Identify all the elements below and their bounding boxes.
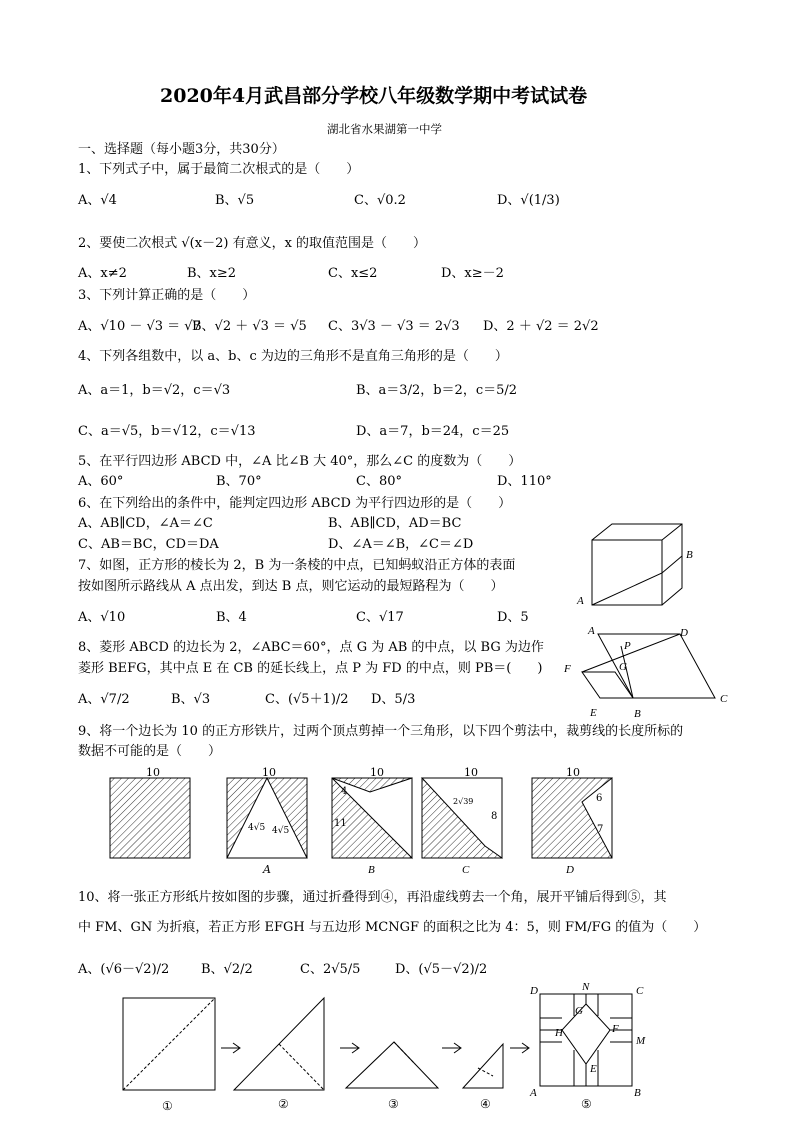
step-label-4: ④ (480, 1097, 491, 1111)
q6-option-a: A、AB∥CD，∠A＝∠C (78, 516, 213, 531)
label-p: P (624, 640, 631, 652)
cube-label-a: A (577, 595, 584, 607)
label-d: D (680, 627, 688, 639)
page-title: 2020年4月武昌部分学校八年级数学期中考试试卷 (160, 85, 588, 107)
q5-option-b: B、70° (216, 474, 262, 489)
fold-label-a: A (530, 1087, 537, 1099)
q3-stem: 3、下列计算正确的是（ ） (78, 288, 256, 303)
caption-a: A (263, 863, 271, 876)
step4-triangle (463, 1044, 503, 1088)
fold-label-d: D (530, 985, 538, 997)
step-label-5: ⑤ (581, 1097, 592, 1111)
fold-label-n: N (582, 981, 590, 993)
cube-front-face (592, 540, 662, 605)
step-label-2: ② (278, 1097, 289, 1111)
cut-squares-figure (100, 764, 630, 876)
side-label-b: 10 (370, 766, 384, 779)
q2-stem: 2、要使二次根式 √(x－2) 有意义，x 的取值范围是（ ） (78, 236, 427, 251)
ant-path (592, 556, 682, 605)
d-val-2: 7 (597, 824, 604, 835)
label-a: A (588, 625, 595, 637)
arrow-3 (442, 1043, 461, 1053)
fold-label-g: G (575, 1005, 583, 1017)
q1-stem: 1、下列式子中，属于最简二次根式的是（ ） (78, 162, 360, 177)
q10-option-a: A、(√6－√2)/2 (78, 962, 170, 977)
square-original (110, 766, 190, 858)
school-name: 湖北省水果湖第一中学 (327, 122, 442, 136)
q3-option-d: D、2 ＋ √2 ＝ 2√2 (483, 319, 599, 334)
label-e: E (590, 707, 597, 719)
q4-stem: 4、下列各组数中，以 a、b、c 为边的三角形不是直角三角形的是（ ） (78, 349, 508, 364)
fold-label-f: F (612, 1023, 619, 1035)
q7-option-d: D、5 (497, 610, 529, 625)
q5-stem: 5、在平行四边形 ABCD 中，∠A 比∠B 大 40°，那么∠C 的度数为（ ） (78, 454, 522, 469)
a-val-1: 4√5 (248, 823, 266, 833)
q10-option-b: B、√2/2 (201, 962, 253, 977)
q4-option-a: A、a＝1，b＝√2，c＝√3 (78, 383, 231, 398)
fold-label-c: C (636, 985, 644, 997)
q3-option-b: B、√2 ＋ √3 ＝ √5 (192, 319, 307, 334)
q2-option-a: A、x≠2 (78, 266, 127, 281)
square-c (422, 766, 502, 858)
q6-option-c: C、AB＝BC，CD＝DA (78, 537, 219, 552)
q1-option-b: B、√5 (215, 193, 255, 208)
fold-label-b: B (634, 1087, 641, 1099)
cube-figure (572, 518, 702, 610)
a-val-2: 4√5 (272, 826, 290, 836)
q10-stem-line1: 10、将一张正方形纸片按如图的步骤，通过折叠得到④，再沿虚线剪去一个角，展开平铺后得到⑤，其 (78, 890, 667, 905)
b-val-2: 11 (334, 818, 347, 829)
q10-option-c: C、2√5/5 (300, 962, 361, 977)
q4-option-d: D、a＝7，b＝24，c＝25 (356, 424, 510, 439)
label-b: B (634, 708, 641, 720)
q1-option-a: A、√4 (78, 193, 117, 208)
q6-option-d: D、∠A＝∠B，∠C＝∠D (328, 537, 474, 552)
rhombus-figure (560, 622, 740, 722)
arrow-4 (510, 1043, 529, 1053)
side-label-d: 10 (566, 766, 580, 779)
q2-option-d: D、x≥－2 (441, 266, 504, 281)
q4-option-c: C、a＝√5，b＝√12，c＝√13 (78, 424, 256, 439)
q8-stem-line1: 8、菱形 ABCD 的边长为 2，∠ABC＝60°，点 G 为 AB 的中点，以 BG 为边作 (78, 640, 544, 655)
q10-stem-line2: 中 FM、GN 为折痕，若正方形 EFGH 与五边形 MCNGF 的面积之比为 4：5，则 FM/FG 的值为（ ） (78, 920, 707, 935)
fold-label-h: H (555, 1027, 563, 1039)
hatched-square (110, 778, 190, 858)
q6-option-b: B、AB∥CD，AD＝BC (328, 516, 462, 531)
label-f: F (564, 663, 571, 675)
caption-c: C (462, 864, 470, 876)
square-efgh (562, 1004, 610, 1064)
label-c: C (720, 693, 728, 705)
q7-stem-line1: 7、如图，正方形的棱长为 2，B 为一条棱的中点，已知蚂蚁沿正方体的表面 (78, 558, 516, 573)
q9-stem-line1: 9、将一个边长为 10 的正方形铁片，过两个顶点剪掉一个三角形，以下四个剪法中，裁剪线的长度所标的 (78, 724, 684, 739)
q2-option-c: C、x≤2 (328, 266, 378, 281)
q7-option-c: C、√17 (356, 610, 404, 625)
q7-stem-line2: 按如图所示路线从 A 点出发，到达 B 点，则它运动的最短路程为（ ） (78, 579, 504, 594)
label-g: G (619, 661, 627, 673)
side-label-0: 10 (146, 766, 160, 779)
section-heading: 一、选择题（每小题3分，共30分） (78, 142, 285, 157)
q1-option-d: D、√(1/3) (497, 193, 560, 208)
q7-option-a: A、√10 (78, 610, 126, 625)
b-val-1: 4 (341, 786, 348, 797)
side-label-c: 10 (464, 766, 478, 779)
q1-option-c: C、√0.2 (354, 193, 406, 208)
square-a (227, 766, 307, 876)
step-label-3: ③ (388, 1097, 399, 1111)
q5-option-c: C、80° (356, 474, 402, 489)
q9-stem-line2: 数据不可能的是（ ） (78, 744, 222, 759)
side-label-a: 10 (262, 766, 276, 779)
step3-triangle (346, 1042, 438, 1088)
arrow-1 (221, 1043, 240, 1053)
q7-option-b: B、4 (216, 610, 247, 625)
square-b (332, 766, 412, 858)
folding-steps-figure (118, 980, 658, 1113)
q8-option-d: D、5/3 (371, 692, 416, 707)
q3-option-a: A、√10 － √3 ＝ √7 (78, 319, 201, 334)
q5-option-a: A、60° (78, 474, 124, 489)
caption-b: B (368, 864, 375, 876)
q3-option-c: C、3√3 － √3 ＝ 2√3 (328, 319, 460, 334)
q6-stem: 6、在下列给出的条件中，能判定四边形 ABCD 为平行四边形的是（ ） (78, 496, 512, 511)
c-val-1: 2√39 (453, 797, 474, 806)
cube-label-b: B (686, 549, 693, 561)
square-d (532, 766, 612, 858)
fold-label-e: E (590, 1063, 597, 1075)
step-label-1: ① (162, 1099, 173, 1113)
q8-option-a: A、√7/2 (78, 692, 130, 707)
q2-option-b: B、x≥2 (187, 266, 237, 281)
arrow-2 (340, 1043, 359, 1053)
c-val-2: 8 (491, 811, 498, 822)
q4-option-b: B、a＝3/2，b＝2，c＝5/2 (356, 383, 518, 398)
q8-option-b: B、√3 (171, 692, 211, 707)
q8-option-c: C、(√5＋1)/2 (265, 692, 349, 707)
caption-d: D (566, 864, 574, 876)
q5-option-d: D、110° (497, 474, 552, 489)
q10-option-d: D、(√5－√2)/2 (395, 962, 488, 977)
cube-back-edges (592, 524, 682, 605)
q8-stem-line2: 菱形 BEFG，其中点 E 在 CB 的延长线上，点 P 为 FD 的中点，则 PB＝( ) (78, 661, 543, 676)
fold-label-m: M (636, 1035, 646, 1047)
d-val-1: 6 (596, 793, 603, 804)
